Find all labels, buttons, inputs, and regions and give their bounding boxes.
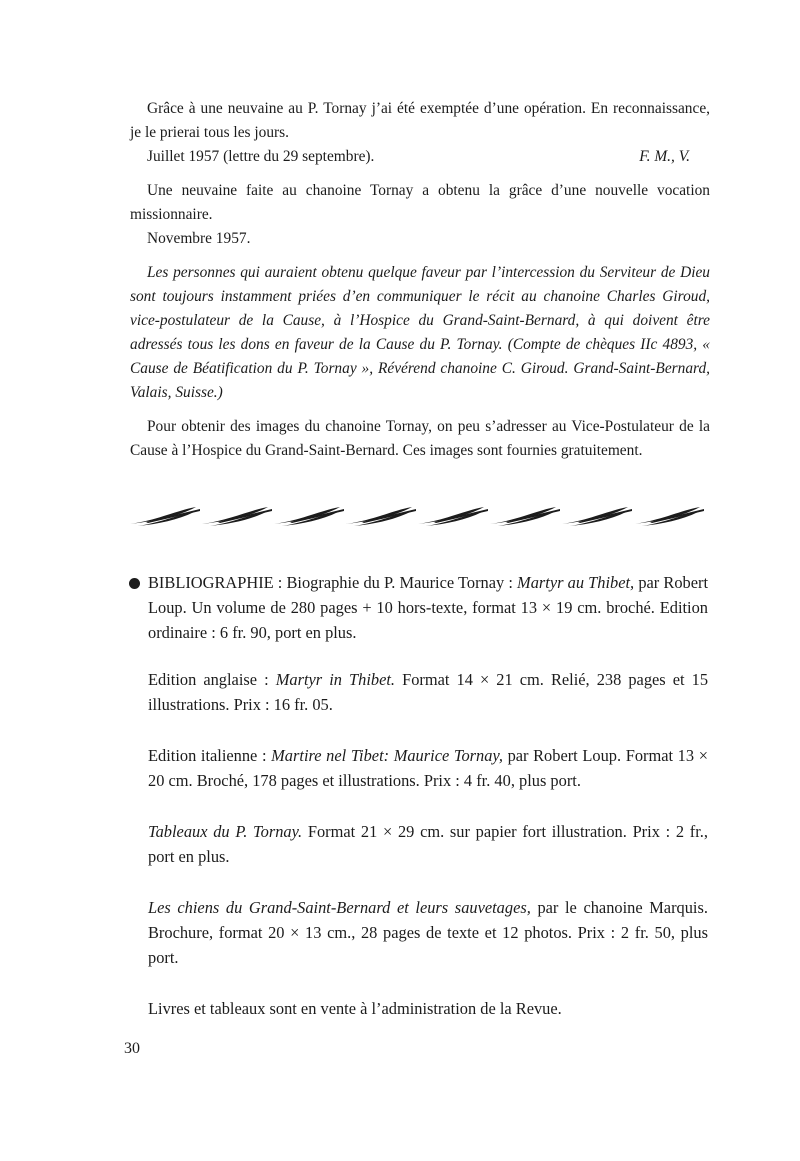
swash-icon <box>418 507 488 526</box>
swash-icon <box>202 507 272 526</box>
testimony-1-signature: F. M., V. <box>639 148 690 165</box>
swash-icon <box>562 507 632 526</box>
appeal-postal-account: (Compte de chèques IIc 4893, « Cause de Béatification du P. Tornay », Révérend chanoine C. Giroud. Grand-Saint-Bernard, Valais, Suisse.) <box>130 336 710 401</box>
bibliography-entry-biography: BIBLIOGRAPHIE : Biographie du P. Maurice Tornay : Martyr au Thibet, par Robert Loup. Un volume de 280 pages + 10 hors-texte, format 13 × 19 cm. broché. Edition ordinaire : 6 fr. 90, port en plus. <box>148 573 708 642</box>
bibliography-entry-english: Edition anglaise : Martyr in Thibet. Format 14 × 21 cm. Relié, 238 pages et 15 illustrations. Prix : 16 fr. 05. <box>148 670 709 714</box>
swash-icon <box>130 507 200 526</box>
swash-icon <box>490 507 560 526</box>
swash-icon <box>274 507 344 526</box>
bullet-icon <box>129 578 140 589</box>
testimony-2-date: Novembre 1957. <box>147 230 251 247</box>
bibliography-entry-dogs: Les chiens du Grand-Saint-Bernard et leurs sauvetages, par le chanoine Marquis. Brochure, format 20 × 13 cm., 28 pages de texte et 12 photos. Prix : 2 fr. 50, plus port. <box>148 898 708 967</box>
page-number: 30 <box>124 1040 140 1057</box>
bibliography-entry-paintings: Tableaux du P. Tornay. Format 21 × 29 cm. sur papier fort illustration. Prix : 2 fr., port en plus. <box>148 822 709 866</box>
images-paragraph: Pour obtenir des images du chanoine Tornay, on peu s’adresser au Vice-Postulateur de la Cause à l’Hospice du Grand-Saint-Bernard. Ces images sont fournies gratuitement. <box>130 418 710 459</box>
appeal-paragraph: Les personnes qui auraient obtenu quelque faveur par l’intercession du Serviteur de Dieu sont toujours instamment priées d’en communiquer le récit au chanoine Charles Giroud, vice-postulateur de la Cause, à l’Hospice du Grand-Saint-Bernard, à qui doivent être adressés tous les dons en faveur de la Cause du P. Tornay. (Compte de chèques IIc 4893, « Cause de Béatification du P. Tornay », Révérend chanoine C. Giroud. Grand-Saint-Bernard, Valais, Suisse.) <box>130 264 710 401</box>
ornamental-divider <box>128 504 708 530</box>
testimonies-section <box>130 97 710 463</box>
testimony-1: Grâce à une neuvaine au P. Tornay j’ai été exemptée d’une opération. En reconnaissance, je le prierai tous les jours. <box>130 100 710 141</box>
testimony-1-footer <box>130 145 710 169</box>
sales-note: Livres et tableaux sont en vente à l’administration de la Revue. <box>148 999 562 1018</box>
bibliography-section <box>148 570 708 1021</box>
swash-icon <box>634 507 704 526</box>
testimony-2: Une neuvaine faite au chanoine Tornay a obtenu la grâce d’une nouvelle vocation missionnaire. <box>130 182 710 223</box>
swash-icon <box>346 507 416 526</box>
bibliography-entry-italian: Edition italienne : Martire nel Tibet: Maurice Tornay, par Robert Loup. Format 13 × 20 cm. Broché, 178 pages et illustrations. Prix : 4 fr. 40, plus port. <box>148 746 708 790</box>
testimony-1-date: Juillet 1957 (lettre du 29 septembre). <box>147 148 375 165</box>
